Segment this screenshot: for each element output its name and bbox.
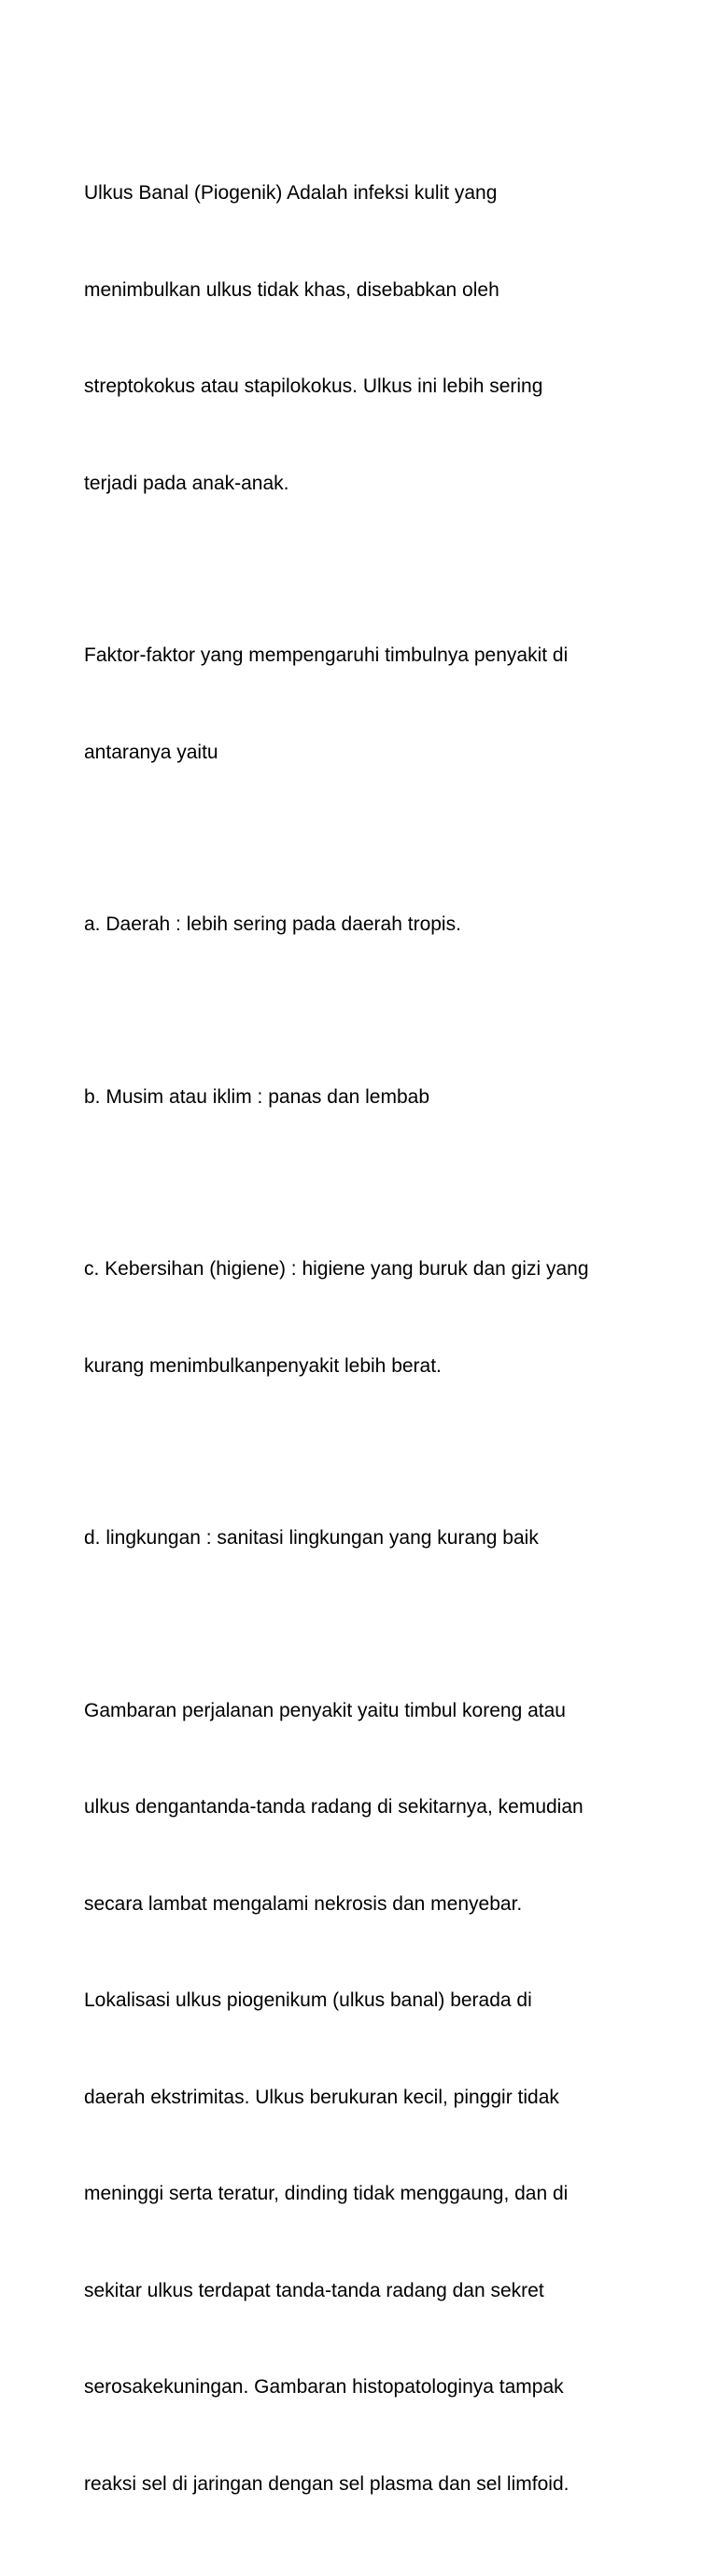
text-line: menimbulkan ulkus tidak khas, disebabkan oleh	[84, 278, 499, 301]
text-line: a. Daerah : lebih sering pada daerah tropis.	[84, 913, 461, 935]
text-line: terjadi pada anak-anak.	[84, 472, 289, 494]
text-line: serosakekuningan. Gambaran histopatologinya tampak	[84, 2376, 564, 2398]
text-line: streptokokus atau stapilokokus. Ulkus ini lebih sering	[84, 375, 543, 397]
text-line: reaksi sel di jaringan dengan sel plasma dan sel limfoid.	[84, 2472, 569, 2495]
text-line: Faktor-faktor yang mempengaruhi timbulnya penyakit di	[84, 644, 569, 666]
text-line: antaranya yaitu	[84, 741, 218, 763]
text-line: ulkus dengantanda-tanda radang di sekitarnya, kemudian	[84, 1796, 583, 1818]
paragraph-definition	[84, 113, 682, 564]
text-line: Lokalisasi ulkus piogenikum (ulkus banal) berada di	[84, 1989, 532, 2011]
text-line: daerah ekstrimitas. Ulkus berukuran kecil, pinggir tidak	[84, 2086, 559, 2108]
text-line: Ulkus Banal (Piogenik) Adalah infeksi kulit yang	[84, 182, 498, 204]
paragraph-factors-intro	[84, 575, 682, 833]
list-item-a	[84, 844, 682, 1006]
paragraph-description	[84, 1631, 682, 2566]
text-line: kurang menimbulkanpenyakit lebih berat.	[84, 1354, 442, 1377]
document-page	[84, 113, 682, 2576]
text-line: c. Kebersihan (higiene) : higiene yang buruk dan gizi yang	[84, 1258, 589, 1280]
list-item-c	[84, 1189, 682, 1447]
text-line: secara lambat mengalami nekrosis dan menyebar.	[84, 1892, 523, 1915]
text-line: sekitar ulkus terdapat tanda-tanda radang dan sekret	[84, 2279, 544, 2301]
text-line: d. lingkungan : sanitasi lingkungan yang kurang baik	[84, 1527, 539, 1549]
text-line: b. Musim atau iklim : panas dan lembab	[84, 1085, 430, 1108]
text-line: Gambaran perjalanan penyakit yaitu timbul koreng atau	[84, 1699, 566, 1721]
list-item-d	[84, 1458, 682, 1620]
text-line: meninggi serta teratur, dinding tidak menggaung, dan di	[84, 2183, 569, 2204]
list-item-b	[84, 1017, 682, 1179]
